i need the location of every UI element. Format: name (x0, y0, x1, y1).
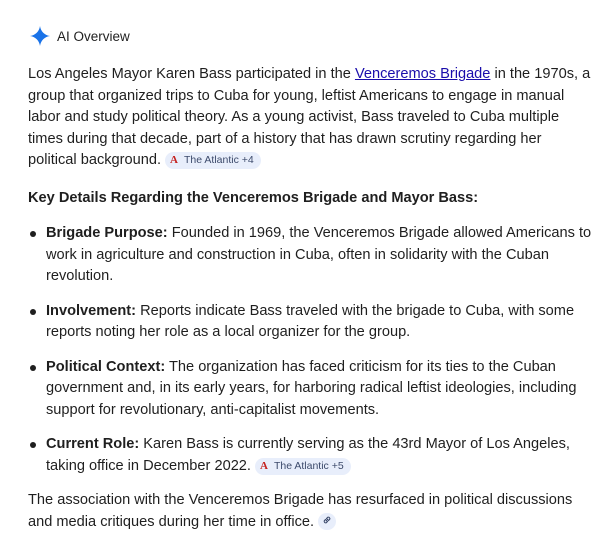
list-item (28, 434, 593, 477)
closing-text: The association with the Venceremos Brigade has resurfaced in political discussions and media critiques during her time in office. (28, 492, 573, 530)
key-details-heading: Key Details Regarding the Venceremos Brigade and Mayor Bass: (28, 189, 479, 206)
link-chip[interactable] (318, 513, 336, 530)
bullet-dot (30, 309, 36, 315)
bullet-dot (30, 442, 36, 448)
bullet-title: Political Context: (46, 358, 166, 375)
source-chip-atlantic-5[interactable] (255, 458, 351, 475)
atlantic-logo-icon: A (170, 154, 178, 166)
sparkle-icon (30, 26, 50, 46)
list-item (28, 357, 593, 422)
ai-overview-header (30, 24, 593, 48)
closing-paragraph (28, 490, 593, 533)
ai-overview-title: AI Overview (57, 28, 130, 44)
key-details-list (28, 223, 593, 477)
source-chip-label: The Atlantic +4 (184, 154, 254, 166)
bullet-title: Involvement: (46, 302, 137, 319)
intro-text-start: Los Angeles Mayor Karen Bass participated in the (28, 66, 355, 82)
source-chip-label: The Atlantic +5 (273, 459, 344, 472)
venceremos-brigade-link[interactable]: Venceremos Brigade (354, 66, 491, 82)
bullet-dot (30, 231, 36, 237)
list-item (28, 301, 593, 344)
bullet-text: Karen Bass is currently serving as the 43rd Mayor of Los Angeles, taking office in December 2022. (46, 436, 570, 474)
link-icon (322, 511, 332, 533)
bullet-text: Founded in 1969, the Venceremos Brigade allowed Americans to work in agriculture and construction in Cuba, often in solidarity with the Cuban revolution. (46, 225, 592, 284)
intro-text-end: in the 1970s, a group that organized trips to Cuba for young, leftist Americans to engage in manual labor and study political theory. As a young activist, Bass traveled to Cuba multiple times during that decade, part of a history that has drawn scrutiny regarding her political background. (28, 66, 591, 168)
bullet-text: Reports indicate Bass traveled with the brigade to Cuba, with some reports noting her role as a local organizer for the group. (46, 302, 575, 340)
bullet-text: The organization has faced criticism for its ties to the Cuban government and, in its early years, for harboring radical leftist ideologies, including support for revolutionary, anti-capitalist movements. (46, 358, 577, 418)
bullet-title: Brigade Purpose: (46, 225, 168, 241)
bullet-title: Current Role: (46, 436, 140, 452)
intro-paragraph (28, 64, 593, 172)
atlantic-logo-icon: A (259, 459, 268, 472)
bullet-dot (30, 365, 36, 371)
ai-overview-panel (28, 24, 593, 533)
list-item (28, 223, 593, 288)
source-chip-atlantic-4[interactable] (165, 152, 261, 169)
